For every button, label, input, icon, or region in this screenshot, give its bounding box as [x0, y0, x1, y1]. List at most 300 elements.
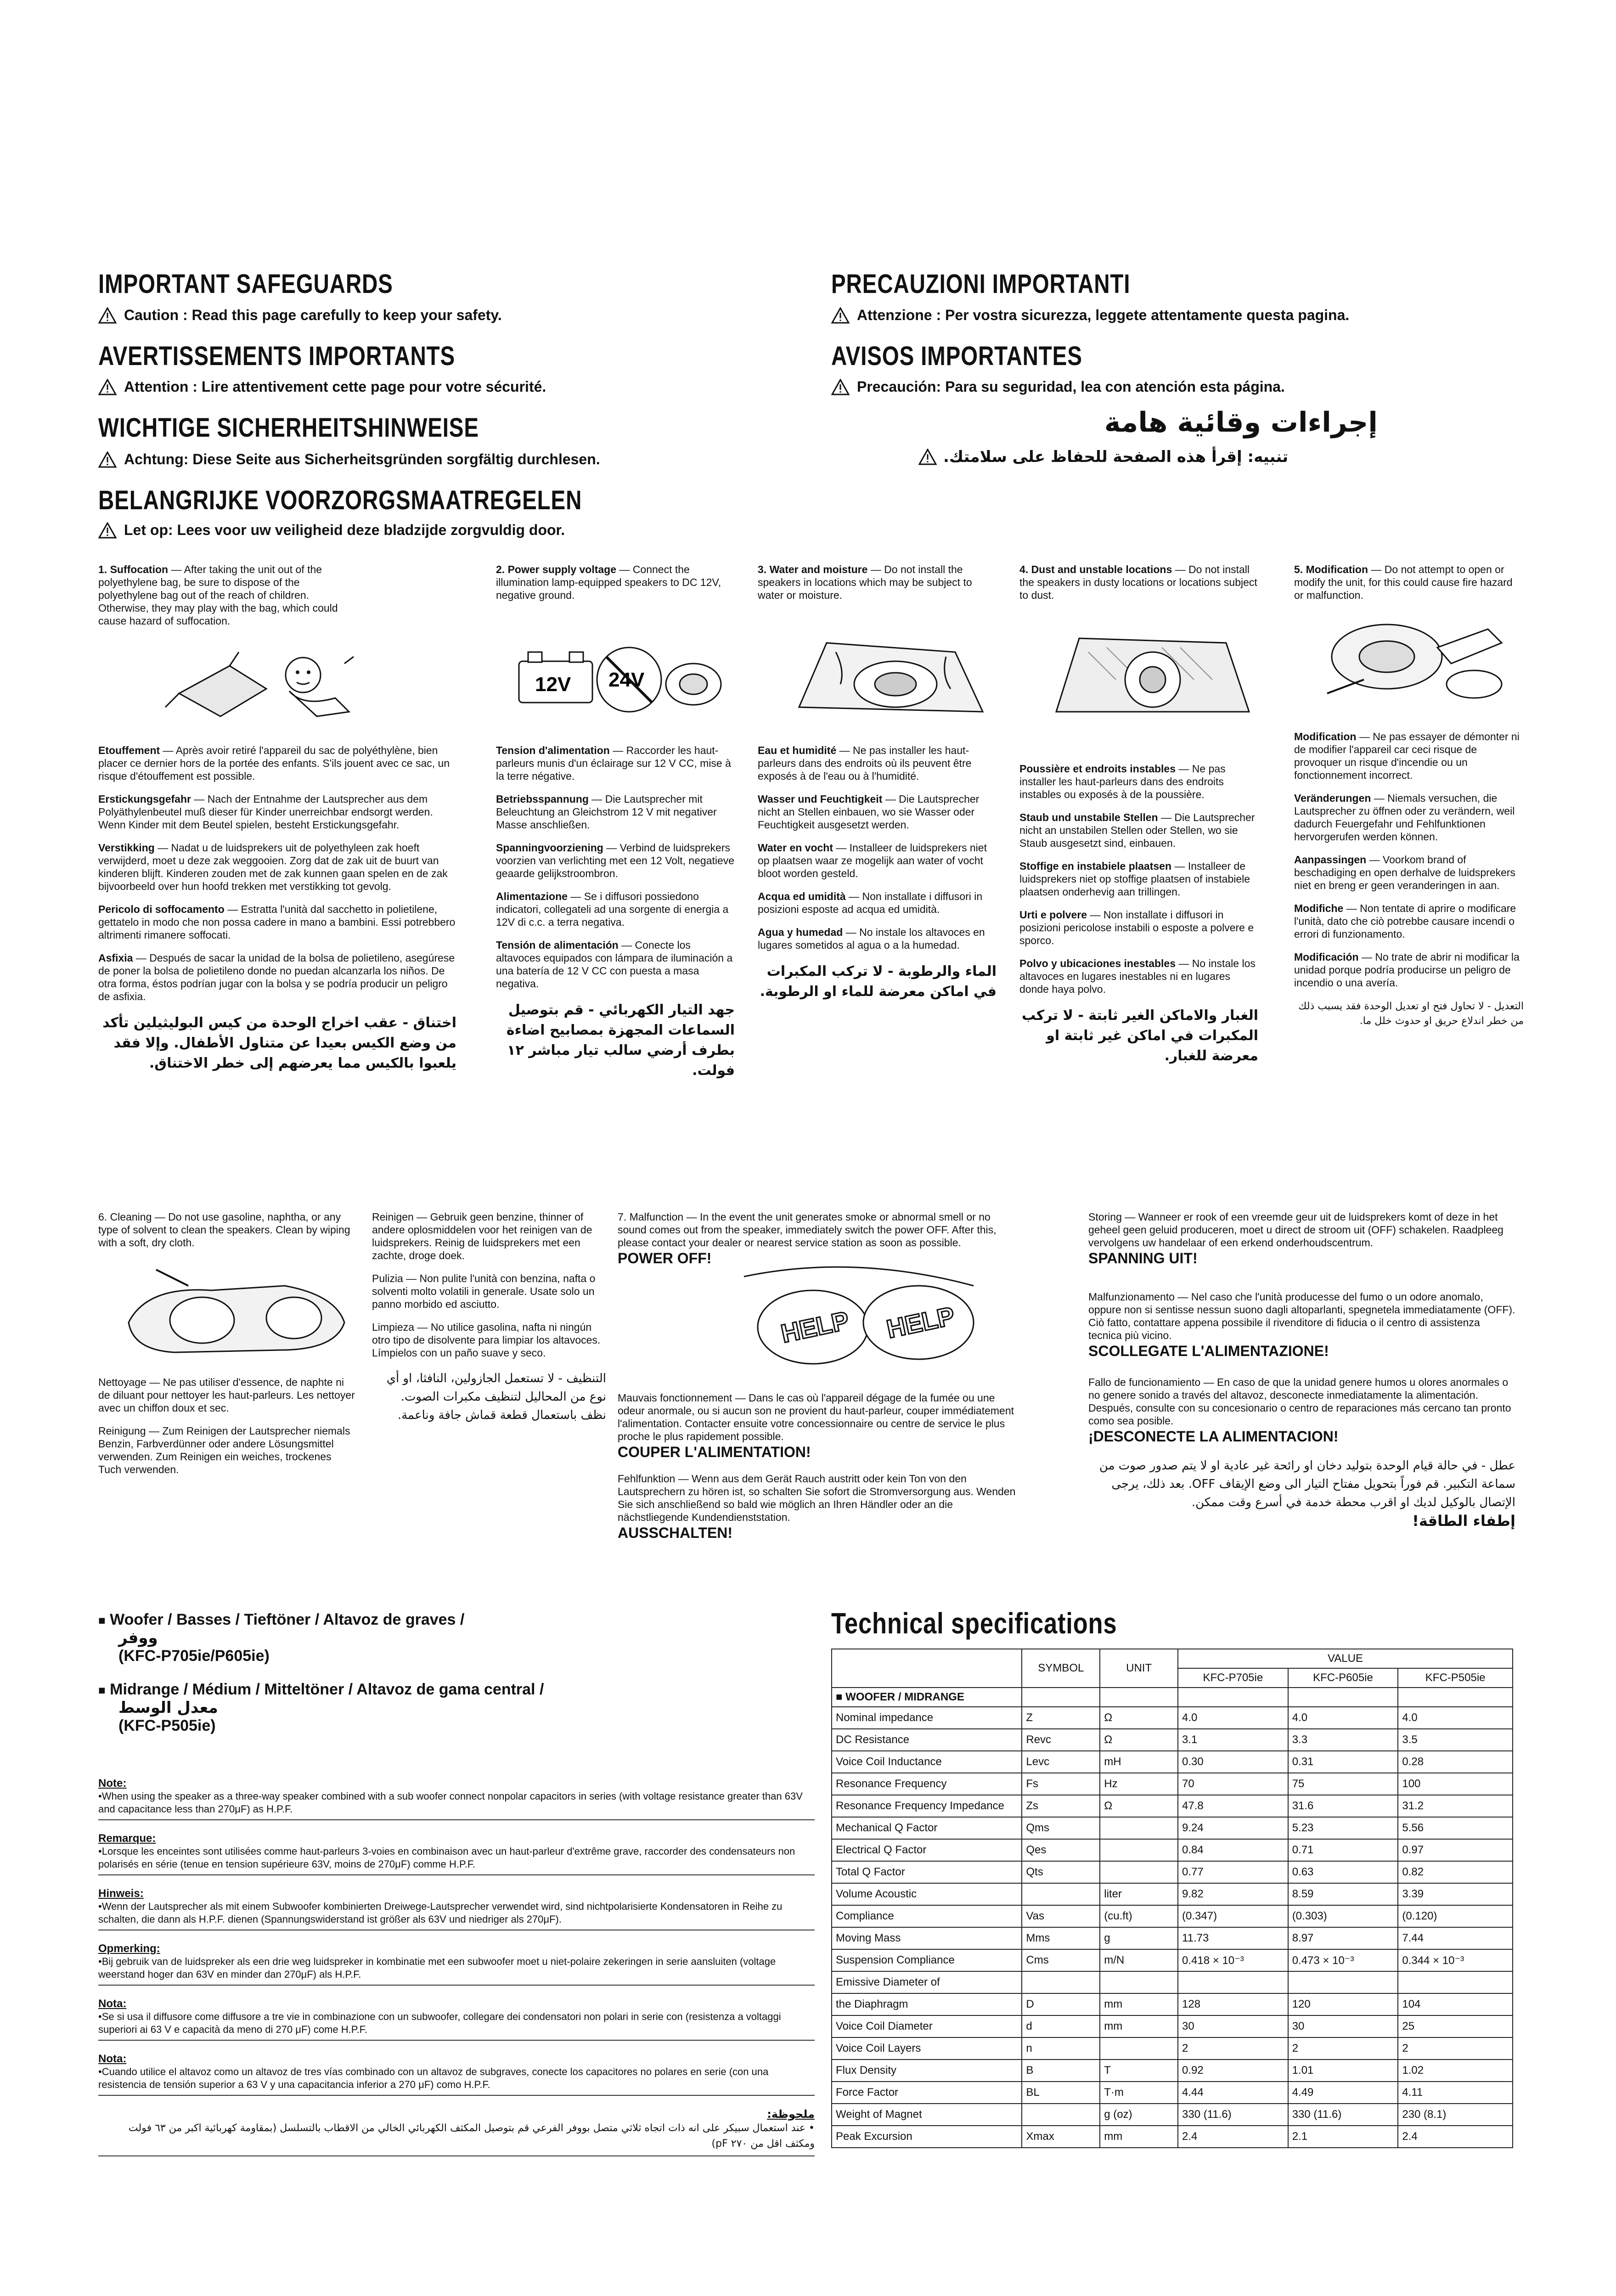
spec-unit: g: [1100, 1927, 1178, 1949]
item-4-it-heading: Urti e polvere: [1019, 909, 1087, 921]
item-heading: 2. Power supply voltage: [496, 563, 617, 575]
caution-de-text: Achtung: Diese Seite aus Sicherheitsgründen sorgfältig durchlesen.: [124, 451, 600, 467]
item-5-es-heading: Modificación: [1294, 951, 1359, 963]
item-heading: 3. Water and moisture: [758, 563, 868, 575]
spec-unit: liter: [1100, 1883, 1178, 1905]
note-head: Remarque:: [98, 1832, 156, 1845]
spec-value: 3.1: [1178, 1729, 1288, 1751]
item-4-langs: Poussière et endroits instables — Ne pas installer les haut-parleurs dans des endroits instables ou exposés à de la poussière. Staub und unstabile Stellen — Die Lautsprecher nicht an unstabilen Stellen oder Stellen, wo sie Staub ausgesetzt sind, einbauen. Stoffige en instabiele plaatsen — Installeer de luidsprekers niet op stoffige plaatsen of instabiele plaatsen onderhevig aan trillingen. Urti e polvere — Non installate i diffusori in posizioni pericolose instabili o esposte a polvere e sporco. Polvo y ubicaciones inestables — No instale los altavoces en lugares inestables ni en lugares donde haya polvo. الغبار والاماكن الغير ثابتة - لا تركب المكبرات في اماكن غير ثابتة او معرضة للغبار.: [1019, 762, 1258, 1076]
note-body: • عند استعمال سبيكر على انه ذات اتجاه ثلاثي متصل بووفر الفرعي قم بتوصيل المكثف الكهربائي الخالي من الاقطاب بالتسلسل (بمقاومة كهربائية اكبر من ٦٣ فولت ومكثف اقل من ٢٧٠ pF): [128, 2122, 815, 2150]
spec-table: [831, 1649, 1513, 2148]
spec-row: [832, 1839, 1513, 1861]
item-2-es: Conecte los altavoces equipados con lámpara de iluminación a una batería de 12 V CC con puesta a masa negativa.: [496, 939, 733, 990]
spec-section-row: [832, 1688, 1513, 1707]
item-heading: 1. Suffocation: [98, 563, 169, 575]
spec-value: 0.92: [1178, 2060, 1288, 2082]
item-5-langs: Modification — Ne pas essayer de démonter ni de modifier l'appareil car ceci risque de provoquer un risque d'incendie ou un fonctionnement incorrect. Veränderungen — Niemals versuchen, die Lautsprecher zu öffnen oder zu verändern, weil dadurch Feuergefahr und Fehlfunktionen hervorgerufen werden können. Aanpassingen — Voorkom brand of beschadiging en open derhalve de luidsprekers niet en breng er geen veranderingen in aan. Modifiche — Non tentate di aprire o modificare l'unità, dato che ciò potrebbe causare incendi o errori di funzionamento. Modificación — No trate de abrir ni modificar la unidad porque podría producirse un peligro de incendio o una avería. التعديل - لا تحاول فتح او تعديل الوحدة فقد يسبب ذلك من خطر اندلاع حريق او حدوث خلل ما.: [1294, 730, 1524, 1039]
note-head: Opmerking:: [98, 1942, 160, 1955]
woofer-label: Woofer / Basses / Tieftöner / Altavoz de graves /: [110, 1611, 465, 1628]
spec-param-name: Voice Coil Layers: [832, 2037, 1022, 2060]
spec-unit: [1100, 1971, 1178, 1993]
spec-row: [832, 1949, 1513, 1971]
spec-symbol: Zs: [1022, 1795, 1100, 1817]
item-4-ar: الغبار والاماكن الغير ثابتة - لا تركب المكبرات في اماكن غير ثابتة او معرضة للغبار.: [1021, 1007, 1258, 1064]
spec-value: 2: [1398, 2037, 1513, 2060]
spec-value: 0.63: [1288, 1861, 1398, 1883]
spec-value: 0.31: [1288, 1751, 1398, 1773]
speaker-types: [98, 1611, 815, 1735]
spec-value: 47.8: [1178, 1795, 1288, 1817]
spec-unit: Ω: [1100, 1707, 1178, 1729]
spec-symbol: Qts: [1022, 1861, 1100, 1883]
note-head: Hinweis:: [98, 1887, 144, 1900]
spec-row: [832, 2082, 1513, 2104]
note-body: •When using the speaker as a three-way speaker combined with a sub woofer connect nonpolar capacitors in series (with voltage resistance greater than 63V and capacitance less than 270μF) as H.P.F.: [98, 1790, 803, 1815]
power-off-label: POWER OFF!: [618, 1250, 712, 1266]
spec-param-name: Flux Density: [832, 2060, 1022, 2082]
spec-value: 1.02: [1398, 2060, 1513, 2082]
spec-model: KFC-P705ie: [1178, 1668, 1288, 1688]
item-5-de-heading: Veränderungen: [1294, 792, 1371, 804]
spec-row: [832, 1971, 1513, 1993]
spec-symbol: Qes: [1022, 1839, 1100, 1861]
item-5-en: 5. Modification — Do not attempt to open or modify the unit, for this could cause fire hazard or malfunction.: [1294, 563, 1513, 601]
spec-unit: m/N: [1100, 1949, 1178, 1971]
woofer-line: ■ Woofer / Basses / Tieftöner / Altavoz de graves /: [98, 1611, 465, 1628]
item-3-langs: Eau et humidité — Ne pas installer les haut-parleurs dans des endroits où ils peuvent être exposés à de l'eau ou à l'humidité. Wasser und Feuchtigkeit — Die Lautsprecher nicht an Stellen einbauen, wo sie Wasser oder Feuchtigkeit ausgesetzt werden. Water en vocht — Installeer de luidsprekers niet op plaatsen waar ze mogelijk aan water of vocht bloot worden gesteld. Acqua ed umidità — Non installate i diffusori in posizioni esposte ad acqua ed umidità. Agua y humedad — No instale los altavoces en lugares sometidos al agua o a la humedad. الماء والرطوبة - لا تركب المكبرات في اماكن معرضة للماء او الرطوبة.: [758, 744, 997, 1012]
spec-model: KFC-P605ie: [1288, 1668, 1398, 1688]
spec-value: (0.303): [1288, 1905, 1398, 1927]
cleaning-ar: التنظيف - لا تستعمل الجازولين، النافثا، او أي نوع من المحاليل لتنظيف مكبرات الصوت. نظف باستعمال قطعة قماش جافة وناعمة.: [386, 1372, 606, 1422]
item-1-nl: Nadat u de luidsprekers uit de polyethyleen zak hoeft verwijderd, moet u deze zak weggooien. Zorg dat de zak uit de buurt van kinderen blijft. Kinderen zouden met de zak kunnen gaan spelen en de zak bijvoorbeeld over hun hoofd trekken met verstikking tot gevolg.: [98, 842, 448, 892]
spec-unit: T·m: [1100, 2082, 1178, 2104]
spec-value: 30: [1178, 2015, 1288, 2037]
warning-icon: [98, 307, 117, 324]
spec-row: [832, 1751, 1513, 1773]
item-2-langs: Tension d'alimentation — Raccorder les haut-parleurs munis d'un éclairage sur 12 V CC, mise à la terre négative. Betriebsspannung — Die Lautsprecher mit Beleuchtung an Gleichstrom 12 V mit negativer Masse anschließen. Spanningvoorziening — Verbind de luidsprekers voorzien van verlichting met een 12 Volt, negatieve geaarde gelijkstroombron. Alimentazione — Se i diffusori possiedono indicatori, collegateli ad una sorgente di energia a 12V di c.c. a terra negativa. Tensión de alimentación — Conecte los altavoces equipados con lámpara de iluminación a una batería de 12 V CC con puesta a masa negativa. جهد التيار الكهربائي - قم بتوصيل السماعات المجهزة بمصابيح اضاءة بطرف أرضي سالب تيار مباشر ١٢ فولت.: [496, 744, 735, 1091]
item-2-nl: Verbind de luidsprekers voorzien van verlichting met een 12 Volt, negatieve geaarde gelijkstroombron.: [496, 842, 735, 879]
item-1-es: Después de sacar la unidad de la bolsa de polietileno, asegúrese de poner la bolsa de polietileno donde no puedan alcanzarla los niños. De otra forma, éstos podrían jugar con la bolsa y se podría producir un peligro de asfixia.: [98, 952, 455, 1002]
ausschalten-label: AUSSCHALTEN!: [618, 1525, 733, 1541]
spec-unit: [1100, 1817, 1178, 1839]
spec-value: 3.3: [1288, 1729, 1398, 1751]
spec-body: [832, 1707, 1513, 2148]
cleaning-it: Pulizia — Non pulite l'unità con benzina, nafta o solventi molto volatili in generale. Usate solo un panno morbido ed asciutto.: [372, 1272, 596, 1310]
spec-value: 8.97: [1288, 1927, 1398, 1949]
suffocation-illustration: [152, 638, 372, 726]
item-text: Do not install the speakers in locations which may be subject to water or moisture.: [758, 563, 972, 601]
warning-icon: [918, 449, 937, 465]
spec-symbol: Mms: [1022, 1927, 1100, 1949]
spec-row: [832, 1883, 1513, 1905]
spec-value: 4.0: [1288, 1707, 1398, 1729]
caution-en-text: Caution : Read this page carefully to keep your safety.: [124, 307, 502, 323]
malfunction-fr-de: [618, 1391, 1022, 1539]
volt-24-label: 24V: [608, 669, 645, 691]
item-heading: 4. Dust and unstable locations: [1019, 563, 1172, 575]
item-3-fr: Ne pas installer les haut-parleurs dans des endroits où ils peuvent être exposés à de l'eau ou à l'humidité.: [758, 744, 972, 782]
malfunction-nl: Storing — Wanneer er rook of een vreemde geur uit de luidsprekers komt of deze in het geheel geen geluid produceren, moet u direct de stroom uit (OFF) schakelen. Raadpleeg vervolgens uw handelaar of een erkend onderhoudscentrum.: [1088, 1211, 1503, 1249]
item-4-nl-heading: Stoffige en instabiele plaatsen: [1019, 860, 1172, 872]
spec-symbol: d: [1022, 2015, 1100, 2037]
spec-unit: (cu.ft): [1100, 1905, 1178, 1927]
spec-value: 128: [1178, 1993, 1288, 2015]
item-5-nl-heading: Aanpassingen: [1294, 854, 1367, 866]
help-illustration: [735, 1258, 992, 1382]
spec-row: [832, 1729, 1513, 1751]
spec-value: 4.49: [1288, 2082, 1398, 2104]
spec-symbol: [1022, 1883, 1100, 1905]
spec-value: 25: [1398, 2015, 1513, 2037]
item-5-fr-heading: Modification: [1294, 731, 1357, 743]
spec-value: 4.0: [1398, 1707, 1513, 1729]
title-fr: AVERTISSEMENTS IMPORTANTS: [98, 341, 456, 371]
spec-unit: T: [1100, 2060, 1178, 2082]
item-3-it: Non installate i diffusori in posizioni esposte ad acqua ed umidità.: [758, 890, 983, 915]
spec-param-name: Weight of Magnet: [832, 2104, 1022, 2126]
spec-unit: [1100, 1861, 1178, 1883]
item-2-es-heading: Tensión de alimentación: [496, 939, 619, 951]
item-2-de-heading: Betriebsspannung: [496, 793, 589, 805]
item-3-es: No instale los altavoces en lugares sometidos al agua o a la humedad.: [758, 926, 985, 951]
divider: [98, 1874, 815, 1875]
spec-param-name: Emissive Diameter of: [832, 1971, 1022, 1993]
spec-symbol: BL: [1022, 2082, 1100, 2104]
item-1-fr-heading: Etouffement: [98, 744, 160, 756]
spec-col-unit: UNIT: [1100, 1649, 1178, 1688]
spec-col-value: VALUE: [1178, 1649, 1513, 1668]
item-text: Do not install the speakers in dusty locations or locations subject to dust.: [1019, 563, 1257, 601]
item-4-it: Non installate i diffusori in posizioni pericolose instabili o esposte a polvere e sporco.: [1019, 909, 1254, 946]
item-2-it-heading: Alimentazione: [496, 890, 568, 902]
item-text: Do not attempt to open or modify the unit, for this could cause fire hazard or malfunction.: [1294, 563, 1513, 601]
title-it: PRECAUZIONI IMPORTANTI: [831, 269, 1131, 299]
note-ar: [98, 2108, 815, 2156]
caution-nl-text: Let op: Lees voor uw veiligheid deze bladzijde zorgvuldig door.: [124, 522, 565, 538]
spec-unit: mH: [1100, 1751, 1178, 1773]
divider: [98, 2040, 815, 2041]
caution-fr: [98, 378, 546, 395]
item-3-ar: الماء والرطوبة - لا تركب المكبرات في اماكن معرضة للماء او الرطوبة.: [760, 963, 997, 1000]
spec-value: 120: [1288, 1993, 1398, 2015]
spec-param-name: Suspension Compliance: [832, 1949, 1022, 1971]
spec-value: 9.24: [1178, 1817, 1288, 1839]
spec-value: [1178, 1971, 1288, 1993]
item-3-nl-heading: Water en vocht: [758, 842, 833, 854]
spec-row: [832, 1905, 1513, 1927]
spec-title: Technical specifications: [831, 1607, 1117, 1640]
note-de: [98, 1887, 815, 1930]
spec-symbol: Fs: [1022, 1773, 1100, 1795]
note-body: •Bij gebruik van de luidspreker als een drie weg luidspreker in kombinatie met een subwoofer moet u niet-polaire zekeringen in serie aansluiten (voltage weerstand hoger dan 63V en minder dan 270μF) als H.P.F.: [98, 1956, 776, 1980]
item-3-fr-heading: Eau et humidité: [758, 744, 837, 756]
spec-value: (0.120): [1398, 1905, 1513, 1927]
spec-value: 0.82: [1398, 1861, 1513, 1883]
spec-section-label: ■ WOOFER / MIDRANGE: [832, 1688, 1022, 1707]
spec-value: 8.59: [1288, 1883, 1398, 1905]
spec-value: 2.4: [1178, 2126, 1288, 2148]
spec-param-name: DC Resistance: [832, 1729, 1022, 1751]
item-4-es-heading: Polvo y ubicaciones inestables: [1019, 957, 1176, 969]
item-3-en: 3. Water and moisture — Do not install the speakers in locations which may be subject to water or moisture.: [758, 563, 972, 601]
spec-value: 1.01: [1288, 2060, 1398, 2082]
spec-value: 11.73: [1178, 1927, 1288, 1949]
cleaning-illustration: [119, 1267, 358, 1359]
spec-row: [832, 2126, 1513, 2148]
malfunction-de: Fehlfunktion — Wenn aus dem Gerät Rauch austritt oder kein Ton von den Lautsprechern zu hören ist, so schalten Sie sofort die Stromversorgung aus. Wenden Sie sich anschließend so bald wie möglich an Ihren Händler oder an die nächstliegende Kundendienststation.: [618, 1473, 1016, 1523]
spec-value: 100: [1398, 1773, 1513, 1795]
spec-symbol: Levc: [1022, 1751, 1100, 1773]
spec-param-name: Voice Coil Diameter: [832, 2015, 1022, 2037]
spec-value: 3.5: [1398, 1729, 1513, 1751]
midrange-models: (KFC-P505ie): [118, 1717, 216, 1734]
item-4-fr: Ne pas installer les haut-parleurs dans des endroits instables ou exposés à de la poussière.: [1019, 763, 1226, 800]
spec-value: 0.418 × 10⁻³: [1178, 1949, 1288, 1971]
item-4-en: 4. Dust and unstable locations — Do not install the speakers in dusty locations or locations subject to dust.: [1019, 563, 1257, 601]
caution-es-text: Precaución: Para su seguridad, lea con atención esta página.: [857, 378, 1285, 395]
caution-fr-text: Attention : Lire attentivement cette page pour votre sécurité.: [124, 378, 546, 395]
title-nl: BELANGRIJKE VOORZORGSMAATREGELEN: [98, 485, 582, 515]
item-text: After taking the unit out of the polyethylene bag, be sure to dispose of the polyethylene bag out of the reach of children. Otherwise, they may play with the bag, which could cause hazard of suffocation.: [98, 563, 338, 627]
malfunction-it: Malfunzionamento — Nel caso che l'unità producesse del fumo o un odore anomalo, oppure non si sentisse nessun suono dagli altoparlanti, spegnetela immediatamente (OFF). Ciò fatto, contattare appena possibile il rivenditore di fiducia o il centro di assistenza tecnica più vicino.: [1088, 1291, 1515, 1341]
note-head: Nota:: [98, 1998, 127, 2010]
item-5-de: Niemals versuchen, die Lautsprecher zu öffnen oder zu verändern, weil dadurch Feuergefahr und Fehlfunktionen hervorgerufen werden können.: [1294, 792, 1515, 843]
caution-es: [831, 378, 1285, 395]
note-body: •Wenn der Lautsprecher als mit einem Subwoofer kombinierten Dreiwege-Lautsprecher verwendet wird, sind nichtpolarisierte Kondensatoren in Reihe zu schalten, die dann als H.P.F. dienen (Spannungswiderstand ist größer als 63V und niedriger als 270μF).: [98, 1901, 783, 1925]
spec-value: 2: [1288, 2037, 1398, 2060]
spec-value: 2.1: [1288, 2126, 1398, 2148]
spec-unit: mm: [1100, 2126, 1178, 2148]
spec-value: 0.30: [1178, 1751, 1288, 1773]
item-5-es: No trate de abrir ni modificar la unidad porque podría producirse un peligro de incendio o una avería.: [1294, 951, 1520, 989]
spec-symbol: Qms: [1022, 1817, 1100, 1839]
malfunction-ar: عطل - في حالة قيام الوحدة بتوليد دخان او رائحة غير عادية او لا يتم صدور صوت من سماعة التكبير. قم فوراً بتحويل مفتاح التيار الى وضع الإيقاف OFF. بعد ذلك، يرجى الإتصال بالوكيل لديك او اقرب محطة خدمة في أسرع وقت ممكن.: [1099, 1459, 1515, 1509]
malfunction-fr: Mauvais fonctionnement — Dans le cas où l'appareil dégage de la fumée ou une odeur anormale, ou si aucun son ne provient du haut-parleur, couper immédiatement l'alimentation. Contacter ensuite votre concessionnaire ou centre de service le plus proche le plus rapidement possible.: [618, 1392, 1014, 1442]
spec-param-name: Nominal impedance: [832, 1707, 1022, 1729]
spec-corner: [832, 1649, 1022, 1688]
item-3-de-heading: Wasser und Feuchtigkeit: [758, 793, 883, 805]
spec-row: [832, 1795, 1513, 1817]
title-de: WICHTIGE SICHERHEITSHINWEISE: [98, 413, 479, 443]
spec-model: KFC-P505ie: [1398, 1668, 1513, 1688]
item-2-fr-heading: Tension d'alimentation: [496, 744, 610, 756]
desconecte-label: ¡DESCONECTE LA ALIMENTACION!: [1088, 1428, 1339, 1445]
woofer-ar: ووفر: [118, 1629, 158, 1647]
item-5-ar: التعديل - لا تحاول فتح او تعديل الوحدة فقد يسبب ذلك من خطر اندلاع حريق او حدوث خلل ما.: [1298, 1001, 1524, 1027]
spec-value: 4.0: [1178, 1707, 1288, 1729]
spec-value: 5.23: [1288, 1817, 1398, 1839]
spec-unit: Hz: [1100, 1773, 1178, 1795]
item-4-fr-heading: Poussière et endroits instables: [1019, 763, 1176, 775]
spec-param-name: Peak Excursion: [832, 2126, 1022, 2148]
item-2-de: Die Lautsprecher mit Beleuchtung an Gleichstrom 12 V mit negativer Masse anschließen.: [496, 793, 717, 831]
spec-symbol: n: [1022, 2037, 1100, 2060]
notes-block: [98, 1777, 815, 2156]
volt-12-label: 12V: [535, 673, 571, 696]
item-5-it-heading: Modifiche: [1294, 902, 1344, 914]
item-heading: 5. Modification: [1294, 563, 1368, 575]
spec-header-row-1: [832, 1649, 1513, 1668]
malfunction-en: [618, 1210, 1022, 1265]
power-off-ar: إطفاء الطاقة!: [1412, 1512, 1515, 1530]
spec-symbol: Revc: [1022, 1729, 1100, 1751]
spec-param-name: Electrical Q Factor: [832, 1839, 1022, 1861]
note-es: [98, 2053, 815, 2096]
spec-col-symbol: SYMBOL: [1022, 1649, 1100, 1688]
cleaning-nl: Reinigen — Gebruik geen benzine, thinner of andere oplosmiddelen voor het reinigen van de luidsprekers. Reinig de luidsprekers met een zachte, droge doek.: [372, 1211, 592, 1261]
spec-value: 4.11: [1398, 2082, 1513, 2104]
spec-param-name: Total Q Factor: [832, 1861, 1022, 1883]
spec-unit: [1100, 1839, 1178, 1861]
warning-icon: [831, 307, 850, 324]
midrange-line: ■ Midrange / Médium / Mitteltöner / Altavoz de gama central /: [98, 1681, 544, 1698]
spec-value: 31.6: [1288, 1795, 1398, 1817]
spec-param-name: Resonance Frequency Impedance: [832, 1795, 1022, 1817]
note-body: •Lorsque les enceintes sont utilisées comme haut-parleurs 3-voies en combinaison avec un haut-parleur d'extrême grave, raccorder des condensateurs non polarisés en série (tenue en tension supérieure 63V, moins de 270μF) comme H.P.F.: [98, 1846, 795, 1870]
spec-unit: g (oz): [1100, 2104, 1178, 2126]
spec-row: [832, 2104, 1513, 2126]
spec-value: 30: [1288, 2015, 1398, 2037]
note-body: •Cuando utilice el altavoz como un altavoz de tres vías combinado con un altavoz de subgraves, conecte los capacitores no polares en serie (con una resistencia de tensión superior a 63 V y una capacitancia inferior a 270 μF) como H.P.F.: [98, 2066, 769, 2090]
spec-row: [832, 1861, 1513, 1883]
spec-value: 0.28: [1398, 1751, 1513, 1773]
spec-symbol: D: [1022, 1993, 1100, 2015]
woofer-models: (KFC-P705ie/P605ie): [118, 1647, 270, 1665]
malfunction-right: [1088, 1210, 1515, 1530]
spec-value: 2: [1178, 2037, 1288, 2060]
spec-value: (0.347): [1178, 1905, 1288, 1927]
item-5-nl: Voorkom brand of beschadiging en open derhalve de luidsprekers niet en breng er geen veranderingen in aan.: [1294, 854, 1516, 891]
spec-value: [1288, 1971, 1398, 1993]
spec-row: [832, 1817, 1513, 1839]
spec-value: 7.44: [1398, 1927, 1513, 1949]
dust-illustration: [1042, 625, 1258, 726]
cleaning-other-left: [98, 1376, 355, 1486]
item-4-nl: Installeer de luidsprekers niet op stoffige plaatsen of instabiele plaatsen onderhevig aan trillingen.: [1019, 860, 1250, 898]
divider: [98, 1819, 815, 1820]
spec-symbol: Vas: [1022, 1905, 1100, 1927]
cleaning-fr: Nettoyage — Ne pas utiliser d'essence, de naphte ni de diluant pour nettoyer les haut-parleurs. Les nettoyer avec un chiffon doux et sec.: [98, 1376, 355, 1414]
spec-symbol: B: [1022, 2060, 1100, 2082]
item-3-es-heading: Agua y humedad: [758, 926, 843, 938]
divider: [98, 2155, 815, 2156]
spec-row: [832, 1707, 1513, 1729]
spec-value: 0.84: [1178, 1839, 1288, 1861]
note-it: [98, 1998, 815, 2041]
spec-unit: [1100, 2037, 1178, 2060]
note-fr: [98, 1832, 815, 1875]
spec-value: 0.77: [1178, 1861, 1288, 1883]
warning-icon: [98, 379, 117, 395]
divider: [98, 1985, 815, 1986]
spec-unit: mm: [1100, 1993, 1178, 2015]
warning-icon: [831, 379, 850, 395]
midrange-ar: معدل الوسط: [118, 1699, 218, 1717]
item-1-fr: Après avoir retiré l'appareil du sac de polyéthylène, bien placer ce dernier hors de la portée des enfants. S'ils jouent avec ce sac, un risque d'étouffement est possible.: [98, 744, 450, 782]
spec-param-name: Voice Coil Inductance: [832, 1751, 1022, 1773]
caution-de: [98, 451, 600, 468]
note-head: ملحوظة:: [767, 2108, 815, 2121]
item-1-langs: Etouffement — Après avoir retiré l'appareil du sac de polyéthylène, bien placer ce dernier hors de la portée des enfants. S'ils jouent avec ce sac, un risque d'étouffement est possible. Erstickungsgefahr — Nach der Entnahme der Lautsprecher aus dem Polyäthylenbeutel muß dieser für Kinder unerreichbar endsorgt werden. Wenn Kinder mit dem Beutel spielen, besteht Erstickungsgefahr. Verstikking — Nadat u de luidsprekers uit de polyethyleen zak hoeft verwijderd, moet u deze zak weggooien. Zorg dat de zak uit de buurt van kinderen blijft. Kinderen zouden met de zak kunnen gaan spelen en de zak bijvoorbeeld over hun hoofd trekken met verstikking tot gevolg. Pericolo di soffocamento — Estratta l'unità dal sacchetto in polietilene, gettatelo in modo che non possa cadere in mano a bambini. Essi potrebbero altrimenti rimanere soffocati. Asfixia — Después de sacar la unidad de la bolsa de polietileno, asegúrese de poner la bolsa de polietileno donde no puedan alcanzarla los niños. De otra forma, éstos podrían jugar con la bolsa y se podría producir un peligro de asfixia. اختناق - عقب اخراج الوحدة من كيس البوليثيلين تأكد من وضع الكيس بعيدا عن متناول الأطفال. وإلا فقد يلعبوا بالكيس مما يعرضهم إلى خطر الاختناق.: [98, 744, 456, 1084]
spec-value: 75: [1288, 1773, 1398, 1795]
spec-row: [832, 1927, 1513, 1949]
caution-it-text: Attenzione : Per vostra sicurezza, leggete attentamente questa pagina.: [857, 307, 1350, 323]
spec-symbol: Xmax: [1022, 2126, 1100, 2148]
spec-symbol: [1022, 1971, 1100, 1993]
malfunction-en-text: 7. Malfunction — In the event the unit generates smoke or abnormal smell or no sound comes out from the speaker, immediately switch the power OFF. After this, please contact your dealer or nearest service station as soon as possible.: [618, 1211, 997, 1249]
title-ar: إجراءات وقائية هامة: [1104, 406, 1378, 439]
caution-it: [831, 307, 1349, 324]
item-4-es: No instale los altavoces en lugares inestables ni en lugares donde haya polvo.: [1019, 957, 1256, 995]
item-2-ar: جهد التيار الكهربائي - قم بتوصيل السماعات المجهزة بمصابيح اضاءة بطرف أرضي سالب تيار مباشر ١٢ فولت.: [506, 1002, 735, 1079]
spec-value: 70: [1178, 1773, 1288, 1795]
item-5-fr: Ne pas essayer de démonter ni de modifier l'appareil car ceci risque de provoquer un risque d'incendie ou un fonctionnement incorrect.: [1294, 731, 1520, 781]
spec-value: 230 (8.1): [1398, 2104, 1513, 2126]
item-2-nl-heading: Spanningvoorziening: [496, 842, 603, 854]
caution-en: [98, 307, 502, 324]
midrange-label: Midrange / Médium / Mitteltöner / Altavoz de gama central /: [110, 1681, 544, 1698]
spec-value: 0.473 × 10⁻³: [1288, 1949, 1398, 1971]
item-1-en: 1. Suffocation — After taking the unit out of the polyethylene bag, be sure to dispose of the polyethylene bag out of the reach of children. Otherwise, they may play with the bag, which could cause hazard of suffocation.: [98, 563, 338, 627]
spec-value: 9.82: [1178, 1883, 1288, 1905]
caution-ar: [918, 448, 1378, 466]
item-1-de: Nach der Entnahme der Lautsprecher aus dem Polyäthylenbeutel muß dieser für Kinder unerreichbar endsorgt werden. Wenn Kinder mit dem Beutel spielen, besteht Erstickungsgefahr.: [98, 793, 433, 831]
spec-value: 3.39: [1398, 1883, 1513, 1905]
help-text-1: HELP: [778, 1306, 852, 1348]
item-2-it: Se i diffusori possiedono indicatori, collegateli ad una sorgente di energia a 12V di c.c. a terra negativa.: [496, 890, 729, 928]
warning-icon: [98, 522, 117, 539]
item-1-es-heading: Asfixia: [98, 952, 133, 964]
cleaning-es: Limpieza — No utilice gasolina, nafta ni ningún otro tipo de disolvente para limpiar los altavoces. Límpielos con un paño suave y seco.: [372, 1321, 601, 1359]
item-3-it-heading: Acqua ed umidità: [758, 890, 846, 902]
item-4-de-heading: Staub und unstabile Stellen: [1019, 811, 1158, 823]
item-3-nl: Installeer de luidsprekers niet op plaatsen waar ze mogelijk aan water of vocht bloot worden gesteld.: [758, 842, 987, 879]
item-4-de: Die Lautsprecher nicht an unstabilen Stellen oder Stellen, wo sie Staub ausgesetzt sind, einbauen.: [1019, 811, 1255, 849]
spec-row: [832, 2060, 1513, 2082]
spec-value: 4.44: [1178, 2082, 1288, 2104]
item-1-ar: اختناق - عقب اخراج الوحدة من كيس البوليثيلين تأكد من وضع الكيس بعيدا عن متناول الأطفال. وإلا فقد يلعبوا بالكيس مما يعرضهم إلى خطر الاختناق.: [102, 1015, 456, 1071]
note-body: •Se si usa il diffusore come diffusore a tre vie in combinazione con un subwoofer, collegare dei condensatori non polari in serie con (resistenza a voltaggi superiori ai 63 V e capacità da meno di 270 μF) come H.P.F.: [98, 2011, 781, 2035]
spanning-label: SPANNING UIT!: [1088, 1250, 1198, 1266]
cleaning-other-right: [372, 1210, 606, 1435]
item-text: Connect the illumination lamp-equipped speakers to DC 12V, negative ground.: [496, 563, 721, 601]
spec-param-name: Force Factor: [832, 2082, 1022, 2104]
spec-value: 0.344 × 10⁻³: [1398, 1949, 1513, 1971]
caution-nl: [98, 522, 565, 539]
spec-param-name: Moving Mass: [832, 1927, 1022, 1949]
note-head: Nota:: [98, 2053, 127, 2065]
cleaning-de: Reinigung — Zum Reinigen der Lautsprecher niemals Benzin, Farbverdünner oder andere Lösungsmittel verwenden. Zum Reinigen ein weiches, trockenes Tuch verwenden.: [98, 1425, 350, 1475]
spec-value: 5.56: [1398, 1817, 1513, 1839]
spec-row: [832, 1993, 1513, 2015]
help-text-2: HELP: [884, 1301, 957, 1344]
scollegate-label: SCOLLEGATE L'ALIMENTAZIONE!: [1088, 1343, 1329, 1359]
spec-unit: Ω: [1100, 1795, 1178, 1817]
item-1-it-heading: Pericolo di soffocamento: [98, 903, 225, 915]
spec-row: [832, 2037, 1513, 2060]
note-en: [98, 1777, 815, 1820]
spec-value: 330 (11.6): [1288, 2104, 1398, 2126]
item-1-nl-heading: Verstikking: [98, 842, 155, 854]
warning-icon: [98, 451, 117, 468]
spec-param-name: Volume Acoustic: [832, 1883, 1022, 1905]
note-nl: [98, 1942, 815, 1986]
spec-unit: mm: [1100, 2015, 1178, 2037]
item-2-fr: Raccorder les haut-parleurs munis d'un éclairage sur 12 V CC, mise à la terre négative.: [496, 744, 731, 782]
spec-value: 0.71: [1288, 1839, 1398, 1861]
spec-symbol: Z: [1022, 1707, 1100, 1729]
caution-ar-text: تنبيه: إقرأ هذه الصفحة للحفاظ على سلامتك.: [943, 448, 1289, 466]
